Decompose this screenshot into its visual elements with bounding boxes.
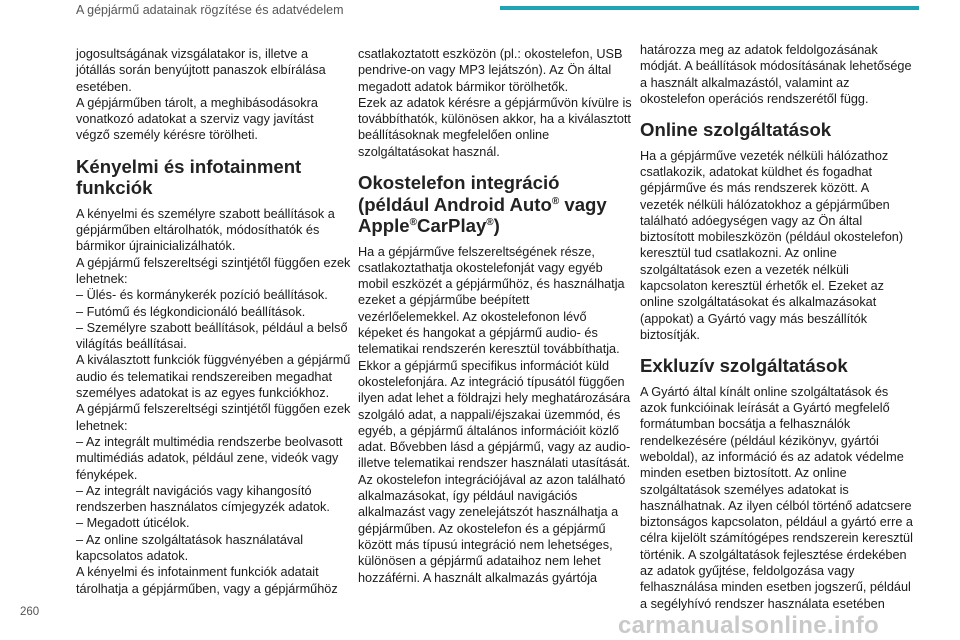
running-header: A gépjármű adatainak rögzítése és adatvédelem [76,3,344,17]
list-item: – Az online szolgáltatások használatával kapcsolatos adatok. [76,532,304,564]
section-heading-online: Online szolgáltatások [640,119,832,141]
heading-text: Okostelefon integráció (például Android Auto [358,172,560,215]
paragraph: A kiválasztott funkciók függvényében a gépjármű audio és telematikai rendszereiben megadhat személyes adatokat is az egyes funkciókhoz. [76,353,351,401]
paragraph: A gépjárműben tárolt, a meghibásodásokra vonatkozó adatokat a szerviz vagy javítást végző személy kérésre törölheti. [76,95,318,143]
heading-text: vagy Apple [358,193,607,237]
paragraph: határozza meg az adatok feldolgozásának módját. A beállítások módosításának lehetősége a használt alkalmazástól, valamint az okostelefon operációs rendszerétől függ. [640,43,912,106]
section-heading-exclusive: Exkluzív szolgáltatások [640,355,848,377]
paragraph: csatlakoztatott eszközön (pl.: okostelefon, USB pendrive-on vagy MP3 lejátszón). Az Ön által megadott adatok bármikor törölhetők. [358,47,623,94]
paragraph: Ha a gépjárműve vezeték nélküli hálózathoz csatlakozik, adatokat küldhet és fogadhat gépjárműve és más rendszerek között. A vezeték nélküli hálózatokhoz a gépjárműben található adóegységen vagy az Ön által biztosított mobileszközön (például okostelefon) keresztül tud csatlakozni. Az online szolgáltatások ezen a vezeték nélküli kapcsolaton keresztül érhetők el. Ezeket az online szolgáltatásokat és alkalmazásokat (appokat) a Gyártó vagy más beszállítók biztosítják. [640,148,904,342]
list-item: – Az integrált multimédia rendszerbe beolvasott multimédiás adatok, például zene, videók vagy fényképek. [76,434,343,482]
site-watermark: carmanualsonline.info [618,612,880,639]
header-accent-bar [500,6,919,10]
list-item: – Az integrált navigációs vagy kihangosító rendszerben használatos címjegyzék adatok. [76,483,330,515]
paragraph: A gépjármű felszereltségi szintjétől függően ezek lehetnek: [76,402,351,433]
list-item: – Futómű és légkondicionáló beállítások. [76,304,306,319]
paragraph: A gépjármű felszereltségi szintjétől függően ezek lehetnek: [76,255,351,286]
registered-mark: ® [409,216,418,228]
section-heading-smartphone [358,172,633,237]
list-item: – Személyre szabott beállítások, például a belső világítás beállításai. [76,320,348,352]
paragraph: A Gyártó által kínált online szolgáltatások és azok funkcióinak leírását a Gyártó megfelelő formátumban bocsátja a felhasználók rendelkezésére (például kézikönyv, gyártói weboldal), az információ és az adatok védelme minden esetben biztosított. Az online szolgáltatások személyes adatokat is használhatnak. Az ilyen célból történő adatcsere biztonságos kapcsolaton, például a gyártó erre a célra kijelölt számítógépes rendszerein keresztül történik. A szolgáltatások fejlesztése érdekében az adatok gyűjtése, feldolgozása vagy felhasználása minden esetben jogszerű, például a segélyhívó rendszer használata esetében [640,384,913,611]
page-number: 260 [20,606,40,618]
paragraph: Ha a gépjárműve felszereltségének része, csatlakoztathatja okostelefonját vagy egyéb mobil eszközét a gépjárműhöz, és használhatja ezeket a gépjárműbe beépített vezérlőelemekkel. Az okostelefonon lévő képeket és hangokat a gépjármű audio- és telematikai rendszerén keresztül továbbíthatja. Ekkor a gépjármű specifikus információt küld okostelefonjára. Az integráció típusától függően ilyen adat lehet a földrajzi hely meghatározására szolgáló adat, a nappali/éjszakai üzemmód, és egyéb, a gépjármű általános információit közlő adat. Bővebben lásd a gépjármű, vagy az audio- illetve telematikai rendszer használati utasítását. [358,244,631,471]
section-heading-comfort: Kényelmi és infotainment funkciók [76,155,302,199]
text-column-1 [76,46,351,597]
paragraph: A kényelmi és infotainment funkciók adatait tárolhatja a gépjárműben, vagy a gépjárműhöz [76,565,338,596]
registered-mark: ® [551,195,560,207]
heading-text: ) [493,215,500,237]
text-column-3 [640,42,915,612]
paragraph: Az okostelefon integrációjával az azon található alkalmazásokat, így például navigációs alkalmazást vagy zenelejátszót használhatja a gépjárműben. Az okostelefon és a gépjármű között más típusú integráció nem lehetséges, különösen a gépjármű adataihoz nem lehet hozzáférni. A használt alkalmazás gyártója [358,472,626,585]
text-column-2 [358,46,633,586]
paragraph: jogosultságának vizsgálatakor is, illetve a jótállás során benyújtott panaszok elbírálása esetében. [76,47,326,94]
paragraph: A kényelmi és személyre szabott beállítások a gépjárműben eltárolhatók, módosíthatók és bármikor újrainicializálhatók. [76,206,335,254]
list-item: – Ülés- és kormánykerék pozíció beállítások. [76,288,328,303]
paragraph: Ezek az adatok kérésre a gépjárművön kívülre is továbbíthatók, különösen akkor, ha a kiválasztott beállításoknak megfelelően online szolgáltatásokat használ. [358,95,632,159]
registered-mark: ® [486,216,494,228]
list-item: – Megadott úticélok. [76,516,190,531]
heading-text: CarPlay [417,215,487,237]
